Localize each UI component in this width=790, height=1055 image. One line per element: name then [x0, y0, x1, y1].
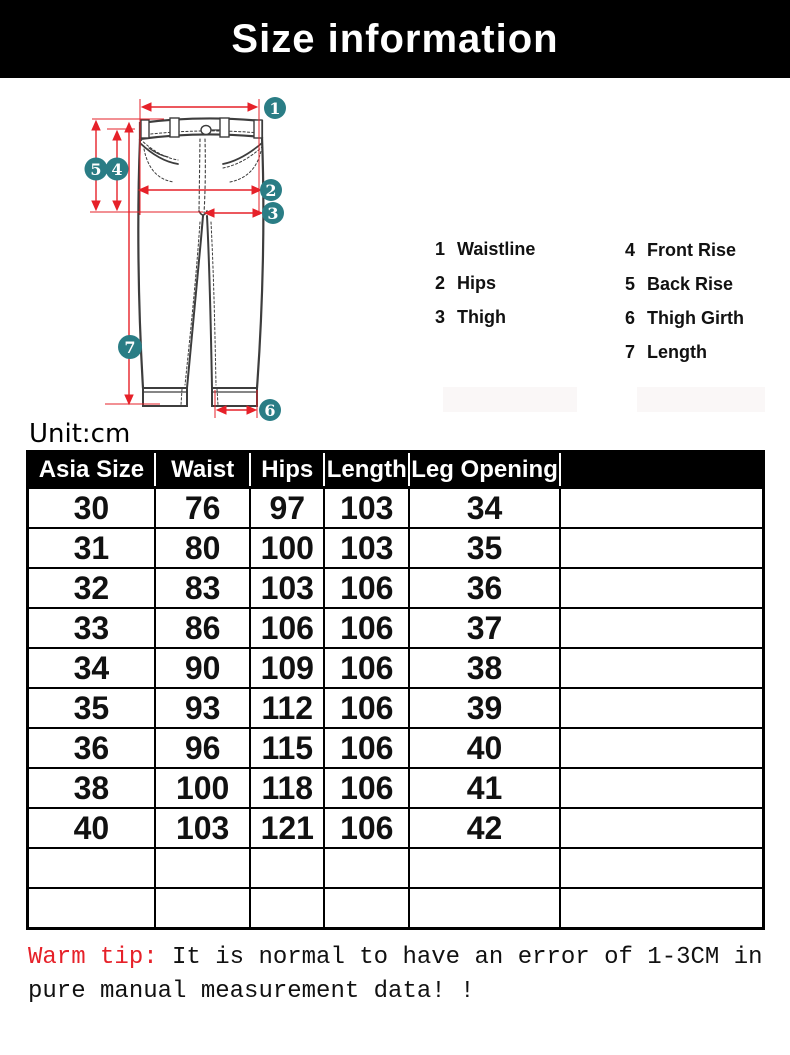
cell-waist [155, 888, 251, 929]
cell-hips: 121 [250, 808, 324, 848]
cell-leg-opening: 34 [409, 488, 559, 529]
legend-label: Back Rise [647, 274, 734, 294]
cell-hips: 109 [250, 648, 324, 688]
unit-label: Unit:cm [29, 419, 131, 449]
cell-waist: 93 [155, 688, 251, 728]
cell-hips: 106 [250, 608, 324, 648]
cell-size: 33 [28, 608, 155, 648]
warm-tip-prefix: Warm tip: [28, 944, 158, 971]
size-table [26, 450, 765, 930]
cell-hips: 115 [250, 728, 324, 768]
cell-empty [560, 648, 764, 688]
table-row [28, 728, 764, 768]
title-bar [0, 0, 790, 78]
cell-size [28, 888, 155, 929]
cell-hips: 118 [250, 768, 324, 808]
pants-diagram-svg [60, 85, 300, 430]
cell-length: 106 [324, 728, 409, 768]
callout-number-5: 5 [90, 159, 102, 179]
legend-number: 1 [435, 239, 446, 259]
table-row [28, 568, 764, 608]
cell-size [28, 848, 155, 888]
legend-label: Front Rise [647, 240, 737, 260]
cell-leg-opening: 35 [409, 528, 559, 568]
cell-size: 34 [28, 648, 155, 688]
legend-item-waistline [435, 239, 535, 273]
cell-size: 38 [28, 768, 155, 808]
cell-leg-opening: 38 [409, 648, 559, 688]
header-empty [560, 452, 764, 488]
legend-number: 4 [625, 240, 636, 260]
callout-number-4: 4 [111, 159, 123, 179]
legend-item-thigh-girth [625, 308, 744, 342]
cell-hips [250, 888, 324, 929]
legend-label: Hips [457, 273, 497, 293]
legend-label: Length [647, 342, 707, 362]
legend-item-back-rise [625, 274, 744, 308]
cell-length: 103 [324, 488, 409, 529]
header-length: Length [324, 452, 409, 488]
legend-number: 7 [625, 342, 636, 362]
cell-leg-opening: 39 [409, 688, 559, 728]
cell-empty [560, 728, 764, 768]
cell-leg-opening: 40 [409, 728, 559, 768]
cell-waist: 83 [155, 568, 251, 608]
cell-empty [560, 808, 764, 848]
cell-waist: 96 [155, 728, 251, 768]
cell-leg-opening [409, 848, 559, 888]
page-title: Size information [231, 16, 559, 61]
callout-circles [85, 97, 287, 421]
faint-watermark-box [443, 387, 577, 412]
cell-length [324, 848, 409, 888]
cell-hips: 103 [250, 568, 324, 608]
legend-item-hips [435, 273, 535, 307]
table-header-row [28, 452, 764, 488]
table-row [28, 768, 764, 808]
legend-item-thigh [435, 307, 535, 341]
table-row [28, 528, 764, 568]
warm-tip-line2: pure manual measurement data! ! [28, 978, 475, 1005]
cell-empty [560, 848, 764, 888]
legend-label: Thigh Girth [647, 308, 744, 328]
warm-tip-note [28, 941, 784, 1009]
pants-measurement-diagram [60, 85, 300, 430]
cell-waist: 76 [155, 488, 251, 529]
cell-size: 32 [28, 568, 155, 608]
table-row [28, 608, 764, 648]
cell-length: 106 [324, 568, 409, 608]
cell-length: 106 [324, 808, 409, 848]
legend-label: Thigh [457, 307, 506, 327]
table-row [28, 688, 764, 728]
measurement-legend-right [625, 240, 744, 376]
header-waist: Waist [155, 452, 251, 488]
callout-number-3: 3 [267, 203, 279, 223]
faint-watermark-box [637, 387, 765, 412]
cell-length: 106 [324, 768, 409, 808]
cell-waist: 90 [155, 648, 251, 688]
legend-item-front-rise [625, 240, 744, 274]
cell-size: 30 [28, 488, 155, 529]
pants-outline-drawing [138, 118, 263, 406]
cell-leg-opening: 36 [409, 568, 559, 608]
callout-number-6: 6 [264, 400, 276, 420]
cell-size: 40 [28, 808, 155, 848]
cell-length: 106 [324, 688, 409, 728]
cell-leg-opening [409, 888, 559, 929]
table-row [28, 888, 764, 929]
cell-waist: 80 [155, 528, 251, 568]
cell-size: 36 [28, 728, 155, 768]
measurement-legend-left [435, 239, 535, 341]
callout-number-2: 2 [265, 180, 277, 200]
cell-hips: 100 [250, 528, 324, 568]
cell-length [324, 888, 409, 929]
table-row [28, 488, 764, 529]
table-row [28, 808, 764, 848]
table-row [28, 848, 764, 888]
cell-empty [560, 888, 764, 929]
cell-empty [560, 528, 764, 568]
cell-hips: 112 [250, 688, 324, 728]
cell-length: 106 [324, 648, 409, 688]
legend-number: 5 [625, 274, 636, 294]
legend-number: 6 [625, 308, 636, 328]
cell-leg-opening: 41 [409, 768, 559, 808]
cell-waist: 100 [155, 768, 251, 808]
cell-waist: 103 [155, 808, 251, 848]
cell-size: 31 [28, 528, 155, 568]
cell-empty [560, 488, 764, 529]
callout-number-1: 1 [269, 98, 281, 118]
cell-empty [560, 768, 764, 808]
header-asia-size: Asia Size [28, 452, 155, 488]
legend-number: 2 [435, 273, 446, 293]
cell-leg-opening: 42 [409, 808, 559, 848]
warm-tip-line1: It is normal to have an error of 1-3CM in [172, 944, 763, 971]
cell-empty [560, 568, 764, 608]
cell-length: 106 [324, 608, 409, 648]
legend-label: Waistline [457, 239, 536, 259]
cell-empty [560, 608, 764, 648]
cell-size: 35 [28, 688, 155, 728]
cell-hips: 97 [250, 488, 324, 529]
header-hips: Hips [250, 452, 324, 488]
cell-waist: 86 [155, 608, 251, 648]
cell-waist [155, 848, 251, 888]
cell-leg-opening: 37 [409, 608, 559, 648]
callout-number-7: 7 [124, 337, 136, 357]
legend-number: 3 [435, 307, 446, 327]
cell-hips [250, 848, 324, 888]
table-row [28, 648, 764, 688]
cell-empty [560, 688, 764, 728]
legend-item-length [625, 342, 744, 376]
measurement-arrows [90, 99, 262, 418]
cell-length: 103 [324, 528, 409, 568]
header-leg-opening: Leg Opening [409, 452, 559, 488]
